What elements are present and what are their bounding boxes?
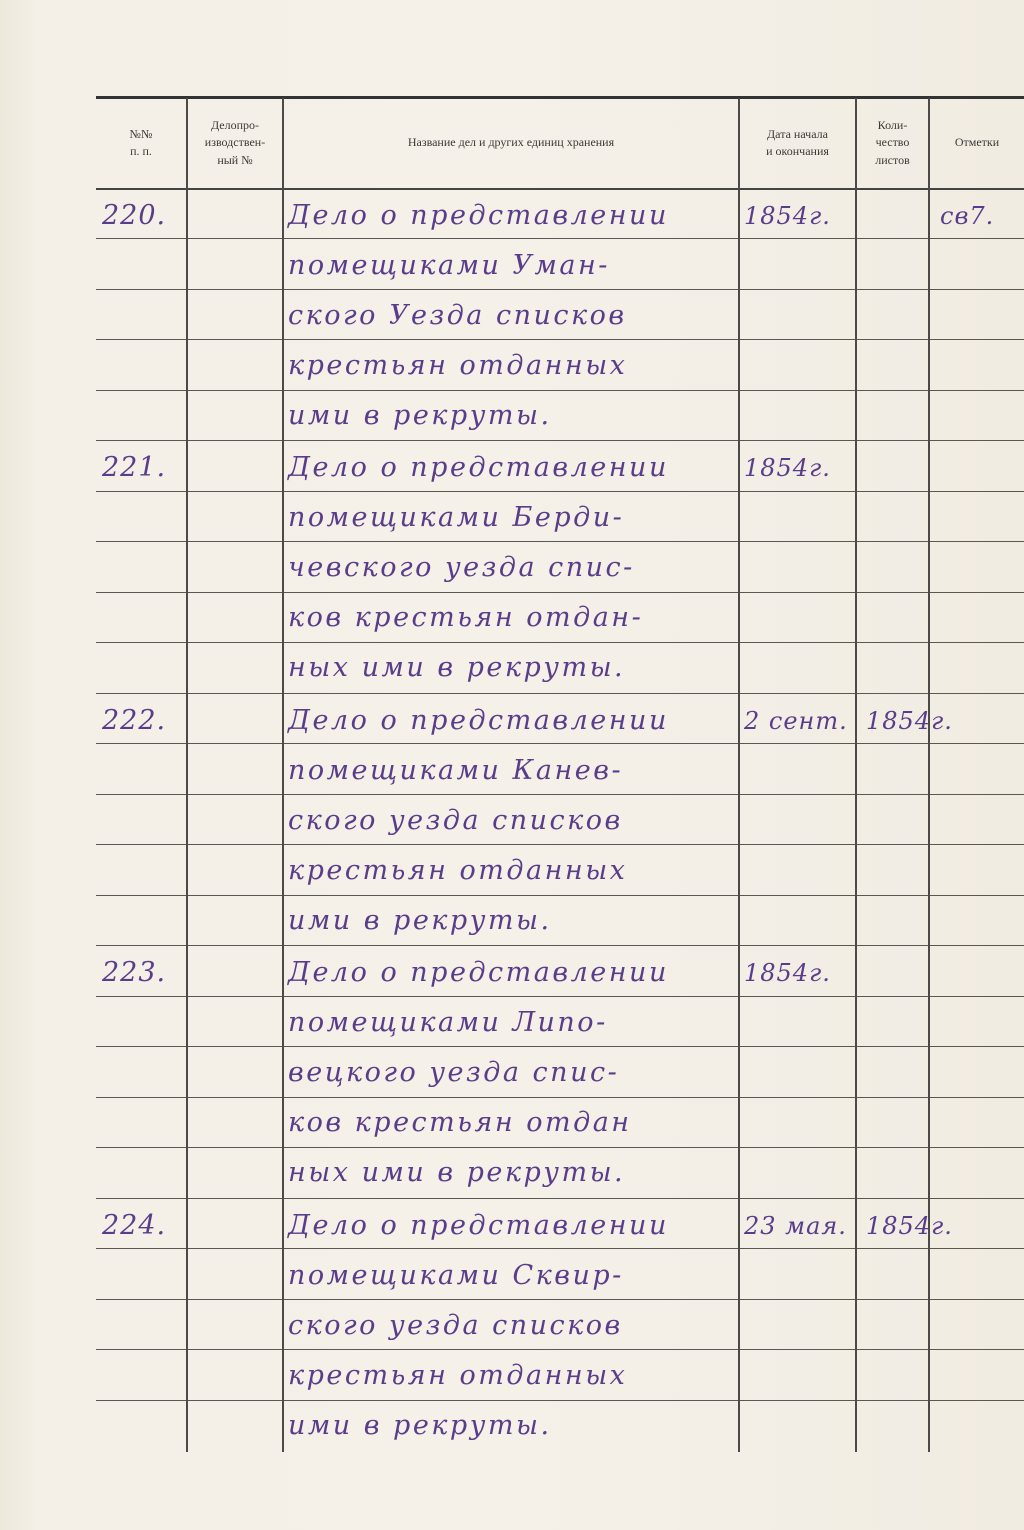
- ruled-line: [930, 1147, 1024, 1148]
- entry-title-line: ского уезда списков: [288, 1310, 623, 1341]
- ruled-line: [740, 693, 855, 694]
- ruled-line: [188, 289, 282, 290]
- ruled-line: [857, 592, 928, 593]
- entry-sheets: 1854г.: [866, 707, 953, 735]
- ruled-line: [857, 1400, 928, 1401]
- ruled-line: [96, 642, 186, 643]
- ruled-line: [188, 794, 282, 795]
- ruled-line: [188, 339, 282, 340]
- ruled-line: [284, 1046, 738, 1047]
- ruled-line: [96, 1299, 186, 1300]
- entry-title-line: помещиками Липо-: [288, 1007, 608, 1038]
- ruled-line: [930, 339, 1024, 340]
- entry-number: 221.: [102, 452, 167, 483]
- ruled-line: [96, 945, 186, 946]
- ruled-line: [284, 895, 738, 896]
- ruled-line: [188, 1248, 282, 1249]
- ruled-line: [96, 491, 186, 492]
- ruled-line: [740, 996, 855, 997]
- ruled-line: [96, 238, 186, 239]
- ruled-line: [740, 743, 855, 744]
- ruled-line: [857, 642, 928, 643]
- ruled-line: [284, 1248, 738, 1249]
- ruled-line: [284, 996, 738, 997]
- ruled-line: [96, 1097, 186, 1098]
- ruled-line: [96, 339, 186, 340]
- ruled-line: [740, 1198, 855, 1199]
- ruled-line: [857, 238, 928, 239]
- ruled-line: [857, 844, 928, 845]
- entry-number: 222.: [102, 705, 167, 736]
- ruled-line: [284, 440, 738, 441]
- entry-title-line: Дело о представлении: [288, 705, 669, 736]
- entry-title-line: ими в рекруты.: [288, 905, 552, 936]
- ruled-line: [284, 491, 738, 492]
- entry-number: 223.: [102, 957, 167, 988]
- ruled-line: [740, 1299, 855, 1300]
- ruled-line: [284, 1349, 738, 1350]
- ruled-line: [96, 390, 186, 391]
- ruled-line: [96, 1198, 186, 1199]
- ruled-line: [930, 794, 1024, 795]
- ruled-line: [857, 895, 928, 896]
- ruled-line: [930, 693, 1024, 694]
- ruled-line: [96, 541, 186, 542]
- ruled-line: [857, 1147, 928, 1148]
- entry-title-line: крестьян отданных: [288, 350, 628, 381]
- ruled-line: [857, 440, 928, 441]
- entry-notes: св7.: [940, 202, 995, 230]
- ruled-line: [96, 440, 186, 441]
- ruled-line: [740, 895, 855, 896]
- ruled-line: [188, 693, 282, 694]
- ruled-line: [284, 642, 738, 643]
- ruled-line: [284, 390, 738, 391]
- ruled-line: [857, 1349, 928, 1350]
- entry-title-line: помещиками Сквир-: [288, 1260, 624, 1291]
- entry-title-line: ков крестьян отдан: [288, 1107, 632, 1138]
- ruled-line: [930, 1349, 1024, 1350]
- ruled-line: [284, 1299, 738, 1300]
- ruled-line: [857, 1299, 928, 1300]
- ruled-line: [188, 1400, 282, 1401]
- ruled-line: [930, 238, 1024, 239]
- ruled-line: [857, 1097, 928, 1098]
- ruled-line: [930, 895, 1024, 896]
- ruled-line: [96, 693, 186, 694]
- ruled-line: [930, 1400, 1024, 1401]
- ruled-line: [284, 541, 738, 542]
- entry-title-line: помещиками Канев-: [288, 755, 624, 786]
- ruled-line: [857, 541, 928, 542]
- ruled-line: [930, 592, 1024, 593]
- ruled-line: [930, 945, 1024, 946]
- ruled-line: [930, 844, 1024, 845]
- entry-title-line: Дело о представлении: [288, 957, 669, 988]
- entry-title-line: ского уезда списков: [288, 805, 623, 836]
- ruled-line: [740, 1147, 855, 1148]
- ruled-line: [188, 440, 282, 441]
- entry-number: 220.: [102, 200, 167, 231]
- ruled-line: [188, 1198, 282, 1199]
- ruled-line: [188, 1046, 282, 1047]
- ruled-line: [857, 743, 928, 744]
- entry-title-line: вецкого уезда спис-: [288, 1057, 620, 1088]
- ruled-line: [857, 693, 928, 694]
- ruled-line: [284, 1097, 738, 1098]
- ruled-line: [188, 592, 282, 593]
- entry-date: 23 мая.: [744, 1212, 847, 1240]
- ruled-line: [930, 491, 1024, 492]
- ruled-line: [188, 1097, 282, 1098]
- entry-title-line: помещиками Берди-: [288, 502, 625, 533]
- ruled-line: [857, 1248, 928, 1249]
- entry-number: 224.: [102, 1210, 167, 1241]
- ruled-line: [740, 289, 855, 290]
- ruled-line: [188, 642, 282, 643]
- ruled-line: [857, 945, 928, 946]
- ruled-line: [284, 592, 738, 593]
- entry-title-line: Дело о представлении: [288, 200, 669, 231]
- entry-title-line: ского Уезда списков: [288, 300, 627, 331]
- ruled-line: [740, 945, 855, 946]
- ruled-line: [740, 238, 855, 239]
- ruled-line: [740, 390, 855, 391]
- ruled-line: [188, 491, 282, 492]
- table-top-border: [96, 96, 1024, 99]
- entry-date: 1854г.: [744, 959, 831, 987]
- ruled-line: [930, 541, 1024, 542]
- entry-title-line: крестьян отданных: [288, 855, 628, 886]
- entry-title-line: ных ими в рекруты.: [288, 1157, 626, 1188]
- ruled-line: [284, 743, 738, 744]
- ruled-line: [740, 541, 855, 542]
- header-title: Название дел и других единиц хранения: [407, 135, 615, 150]
- ruled-line: [930, 440, 1024, 441]
- ruled-line: [284, 339, 738, 340]
- ruled-line: [96, 592, 186, 593]
- ruled-line: [740, 1349, 855, 1350]
- ruled-line: [96, 1046, 186, 1047]
- ruled-line: [740, 491, 855, 492]
- ruled-line: [857, 1046, 928, 1047]
- ruled-line: [930, 1046, 1024, 1047]
- ruled-line: [740, 1046, 855, 1047]
- entry-title-line: крестьян отданных: [288, 1360, 628, 1391]
- ruled-line: [188, 996, 282, 997]
- ruled-line: [284, 238, 738, 239]
- entry-title-line: ков крестьян отдан-: [288, 602, 644, 633]
- ruled-line: [857, 794, 928, 795]
- entry-title-line: Дело о представлении: [288, 1210, 669, 1241]
- ruled-line: [930, 1097, 1024, 1098]
- ruled-line: [96, 794, 186, 795]
- header-docnum: Делопро- изводствен- ный №: [204, 117, 266, 167]
- ruled-line: [284, 794, 738, 795]
- ruled-line: [188, 1147, 282, 1148]
- entry-date: 2 сент.: [744, 707, 848, 735]
- ruled-line: [740, 794, 855, 795]
- ruled-line: [857, 491, 928, 492]
- ruled-line: [96, 289, 186, 290]
- header-bottom-border: [96, 188, 1024, 190]
- ruled-line: [188, 541, 282, 542]
- ruled-line: [857, 1198, 928, 1199]
- entry-title-line: помещиками Уман-: [288, 250, 610, 281]
- ruled-line: [96, 895, 186, 896]
- ruled-line: [740, 440, 855, 441]
- entry-title-line: чевского уезда спис-: [288, 552, 635, 583]
- header-number: №№ п. п.: [129, 126, 153, 158]
- ruled-line: [740, 592, 855, 593]
- entry-title-line: ими в рекруты.: [288, 1410, 552, 1441]
- ruled-line: [740, 339, 855, 340]
- ruled-line: [284, 693, 738, 694]
- header-sheets: Коли- чество листов: [875, 117, 910, 167]
- ruled-line: [740, 1248, 855, 1249]
- entry-title-line: Дело о представлении: [288, 452, 669, 483]
- entry-title-line: ими в рекруты.: [288, 400, 552, 431]
- ruled-line: [284, 844, 738, 845]
- ruled-line: [284, 1147, 738, 1148]
- ruled-line: [857, 390, 928, 391]
- ruled-line: [284, 1198, 738, 1199]
- ruled-line: [740, 844, 855, 845]
- ruled-line: [188, 390, 282, 391]
- ruled-line: [284, 945, 738, 946]
- ruled-line: [188, 238, 282, 239]
- ruled-line: [930, 289, 1024, 290]
- ruled-line: [740, 1400, 855, 1401]
- entry-date: 1854г.: [744, 202, 831, 230]
- ruled-line: [930, 1299, 1024, 1300]
- ruled-line: [284, 289, 738, 290]
- entry-date: 1854г.: [744, 454, 831, 482]
- ruled-line: [96, 844, 186, 845]
- ruled-line: [96, 996, 186, 997]
- header-dates: Дата начала и окончания: [766, 126, 829, 158]
- ruled-line: [930, 1198, 1024, 1199]
- ruled-line: [740, 642, 855, 643]
- ruled-line: [930, 1248, 1024, 1249]
- ruled-line: [740, 1097, 855, 1098]
- ruled-line: [188, 1299, 282, 1300]
- ruled-line: [857, 289, 928, 290]
- ruled-line: [96, 1248, 186, 1249]
- ruled-line: [857, 996, 928, 997]
- ruled-line: [930, 642, 1024, 643]
- ruled-line: [96, 1400, 186, 1401]
- header-notes: Отметки: [954, 135, 1000, 150]
- ruled-line: [857, 339, 928, 340]
- ruled-line: [284, 1400, 738, 1401]
- ruled-line: [96, 1147, 186, 1148]
- ruled-line: [188, 1349, 282, 1350]
- ruled-line: [930, 743, 1024, 744]
- ruled-line: [188, 945, 282, 946]
- ruled-line: [188, 743, 282, 744]
- ruled-line: [930, 996, 1024, 997]
- entry-sheets: 1854г.: [866, 1212, 953, 1240]
- ruled-line: [96, 1349, 186, 1350]
- ruled-line: [188, 844, 282, 845]
- entry-title-line: ных ими в рекруты.: [288, 652, 626, 683]
- ruled-line: [96, 743, 186, 744]
- ruled-line: [930, 390, 1024, 391]
- ruled-line: [188, 895, 282, 896]
